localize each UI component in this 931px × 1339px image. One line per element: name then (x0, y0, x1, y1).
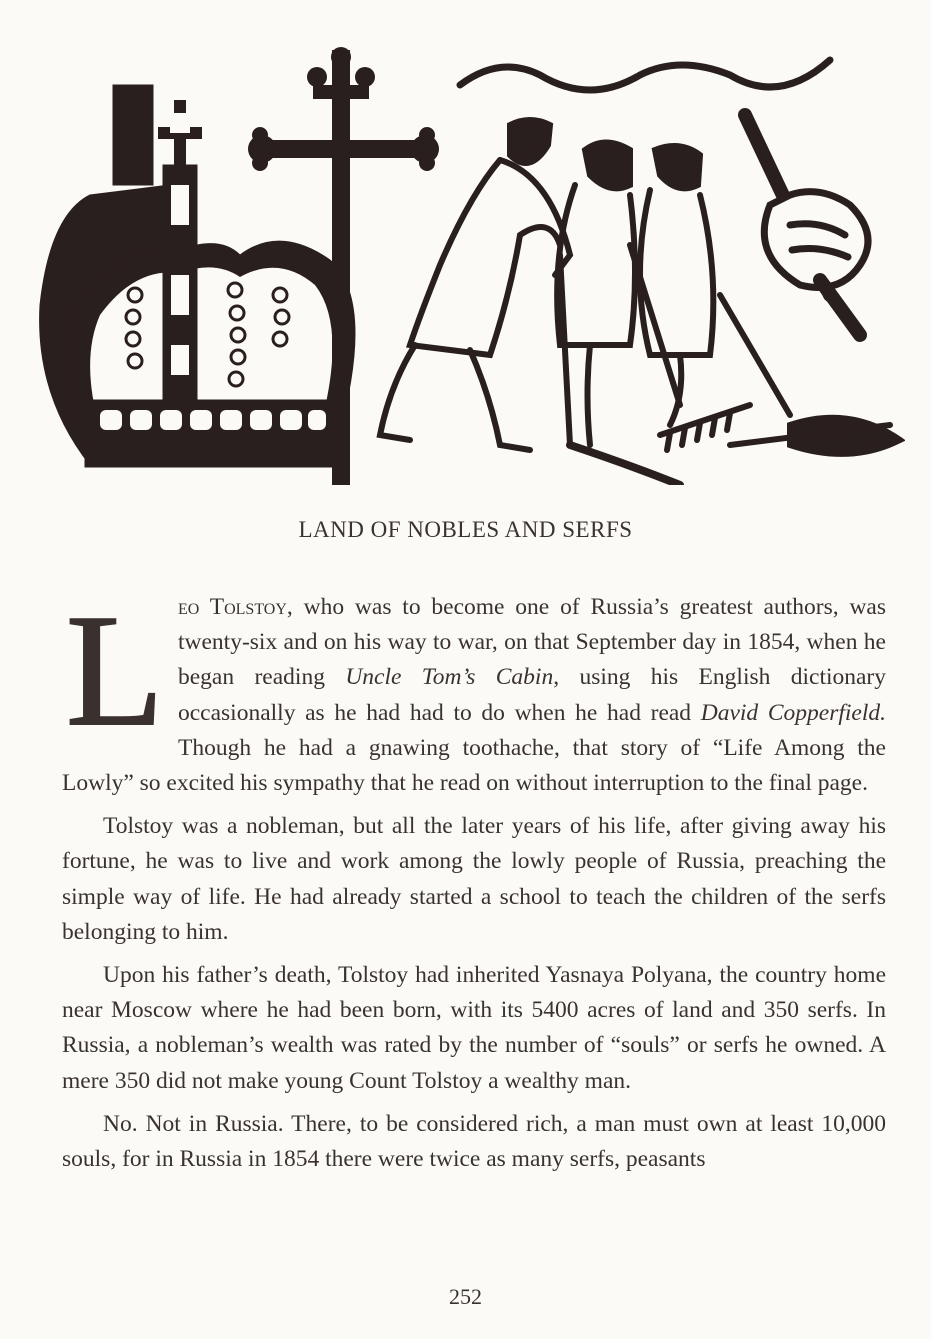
paragraph-4: No. Not in Russia. There, to be considered rich, a man must own at least 10,000 souls, for in Russia in 1854 there were twice as many serfs, peasants (62, 1110, 886, 1173)
paragraph-1 (62, 590, 886, 801)
p1-text-c: Though he had a gnawing toothache, that story of “Life Among the Lowly” so excited his sympathy that he read on without interruption to the final page. (62, 734, 886, 797)
serfs-icon (380, 120, 900, 485)
drop-cap (62, 592, 170, 732)
p1-text-a: who was to become one of Russia’s greatest authors, was twenty-six and on his way to war, on that September day in 1854, when he began reading (178, 594, 886, 691)
page-number: 252 (449, 1284, 482, 1309)
paragraph-3: Upon his father’s death, Tolstoy had inherited Yasnaya Polyana, the country home near Moscow where he had been born, with its 5400 acres of land and 350 serfs. In Russia, a nobleman’s wealth was rated by the number of “souls” or serfs he owned. A mere 350 did not make young Count Tolstoy a wealthy man. (62, 962, 886, 1094)
opening-words: eo Tolstoy, (178, 594, 293, 620)
chapter-title: LAND OF NOBLES AND SERFS (298, 517, 633, 542)
header-illustration (30, 45, 905, 485)
drop-cap-letter: L (66, 592, 164, 732)
p1-text-b: , using his English dictionary occasionally as he had had to do when he had read (178, 664, 887, 726)
paragraph-2: Tolstoy was a nobleman, but all the later years of his life, after giving away his fortune, he was to live and work among the lowly people of Russia, preaching the simple way of life. He had already started a school to teach the children of the serfs belonging to him. (62, 813, 886, 945)
book-title-copperfield: David Copperfield. (700, 699, 886, 726)
book-title-uncle-tom: Uncle Tom’s Cabin (345, 664, 554, 691)
whip-hand-icon (460, 60, 868, 335)
chapter-body (62, 590, 886, 1177)
